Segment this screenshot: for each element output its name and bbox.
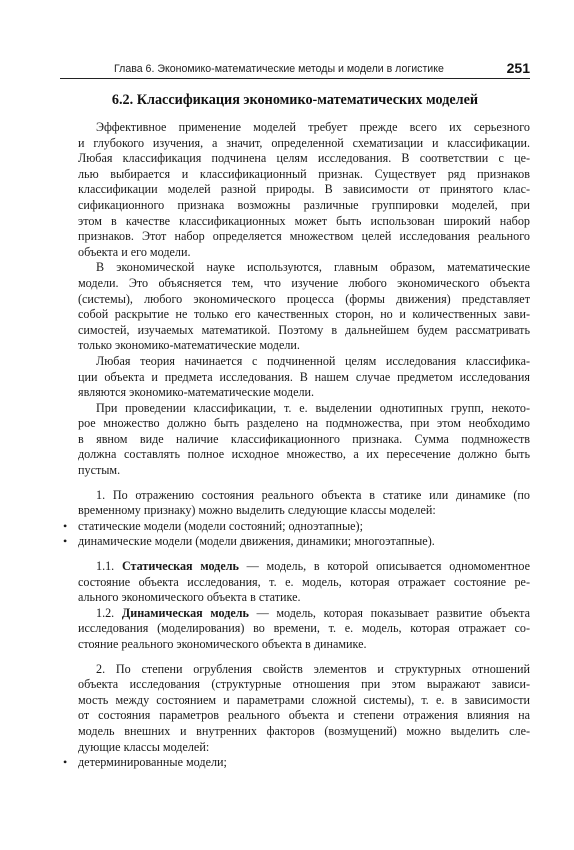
paragraph-5 <box>60 488 530 519</box>
text-line: являются экономико-математические модели. <box>78 385 315 400</box>
text-line: рое множество должно быть разделено на подмножества, при этом необходимо <box>78 416 530 431</box>
text-line: этом в качестве классификационных может быть использован широкий набор <box>78 213 530 228</box>
list-item <box>60 519 530 535</box>
text-line: стояние реального экономического объекта в динамике. <box>78 637 367 651</box>
text-line: Эффективное применение моделей требует прежде всего их серьезного <box>96 120 530 134</box>
list-item <box>60 755 530 771</box>
text-line: 2. По степени огрубления свойств элементов и структурных отношений <box>96 661 530 676</box>
text-line: ции объекта и предмета исследования. В нашем случае предметом исследования <box>78 369 530 384</box>
text-line: дующие классы моделей: <box>78 739 210 754</box>
text-line: собой раскрытие не только его качественных сторон, но и количественных зави- <box>78 307 530 322</box>
bullet-icon: • <box>63 518 68 533</box>
paragraph-gap <box>60 653 530 662</box>
paragraph-6 <box>60 559 530 606</box>
text-line: временному признаку) можно выделить следующие классы моделей: <box>78 503 436 518</box>
item-number: 1.1. <box>96 559 122 574</box>
text-line: только экономико-математические модели. <box>78 338 300 353</box>
section-heading: 6.2. Классификация экономико-математических моделей <box>111 92 479 108</box>
text-line: В экономической науке используются, главным образом, математические <box>96 260 530 275</box>
body-text <box>60 120 530 771</box>
text-line: (системы), любого экономического процесса (формы движения) представляет <box>78 291 530 306</box>
text-line: сификационного признака возможны различные группировки моделей, при <box>78 197 530 212</box>
text-line: в явном виде наличие классификационного признака. Сумма подмножеств <box>78 431 530 446</box>
paragraph-1 <box>60 120 530 260</box>
text-line: модель внешних и внутренних факторов (возмущений) можно выделить сле- <box>78 723 530 738</box>
text-line: объекта и его модели. <box>78 244 191 259</box>
list-item-text: детерминированные модели; <box>78 755 227 770</box>
text-line: Любая теория начинается с подчиненной целям исследования классифика- <box>96 353 530 368</box>
text-line: симостей, изучаемых математикой. Поэтому в дальнейшем будем рассматривать <box>78 322 530 337</box>
text-fragment: — модель, которая показывает развитие объекта <box>248 605 531 620</box>
paragraph-4 <box>60 401 530 479</box>
text-line: лью выбирается и классификационный признак. Существует ряд признаков <box>78 166 530 181</box>
text-line: Любая классификация подчинена целям исследования. В соответствии с це- <box>78 151 530 166</box>
term-dynamic-model: Динамическая модель <box>121 605 249 620</box>
paragraph-3 <box>60 354 530 401</box>
paragraph-2 <box>60 260 530 354</box>
running-head <box>60 56 530 79</box>
text-line: 1. По отражению состояния реального объекта в статике или динамике (по <box>96 487 530 502</box>
list-item-text: динамические модели (модели движения, динамики; многоэтапные). <box>78 534 435 549</box>
bullet-list-degree <box>60 755 530 771</box>
bullet-icon: • <box>63 755 68 770</box>
text-line: и глубокого изучения, а значит, определенной схематизации и классификации. <box>78 135 530 150</box>
text-fragment: — модель, в которой описывается одномоментное <box>238 559 530 574</box>
paragraph-gap <box>60 550 530 559</box>
text-line <box>60 606 530 622</box>
paragraph-7 <box>60 606 530 653</box>
text-line: состояние объекта исследования, т. е. модель, которая отражает состояние ре- <box>78 574 530 589</box>
text-line: пустым. <box>78 463 121 478</box>
list-item <box>60 534 530 550</box>
text-line: классификации моделей разной природы. В зависимости от принятого клас- <box>78 182 530 197</box>
page-number: 251 <box>506 60 530 76</box>
paragraph-gap <box>60 479 530 488</box>
running-title: Глава 6. Экономико-математические методы и модели в логистике <box>114 63 444 75</box>
text-line: ального экономического объекта в статике. <box>78 590 301 605</box>
item-number: 1.2. <box>96 605 122 620</box>
text-line: признаков. Этот набор определяется множеством целей исследования реального <box>78 229 530 244</box>
text-line: объекта исследования (структурные отношения при этом выражают зависи- <box>78 677 530 692</box>
text-line <box>60 559 530 575</box>
list-item-text: статические модели (модели состояний; одноэтапные); <box>78 518 363 533</box>
text-line: мость между состоянием и параметрами сложной системы), т. е. в зависимости <box>78 692 530 707</box>
text-line: должна составлять полное исходное множество, а их пересечение должно быть <box>78 447 530 462</box>
text-line: исследования (моделирования) во времени, т. е. модель, которая отражает со- <box>78 621 530 636</box>
text-line: модели. Это объясняется тем, что изучение любого экономического объекта <box>78 275 530 290</box>
paragraph-8 <box>60 662 530 756</box>
term-static-model: Статическая модель <box>121 559 239 574</box>
text-line: от состояния параметров реального объекта и степени отражения влияния на <box>78 708 530 723</box>
bullet-list-time <box>60 519 530 550</box>
bullet-icon: • <box>63 534 68 549</box>
text-line: При проведении классификации, т. е. выделении однотипных групп, некото- <box>96 400 530 415</box>
